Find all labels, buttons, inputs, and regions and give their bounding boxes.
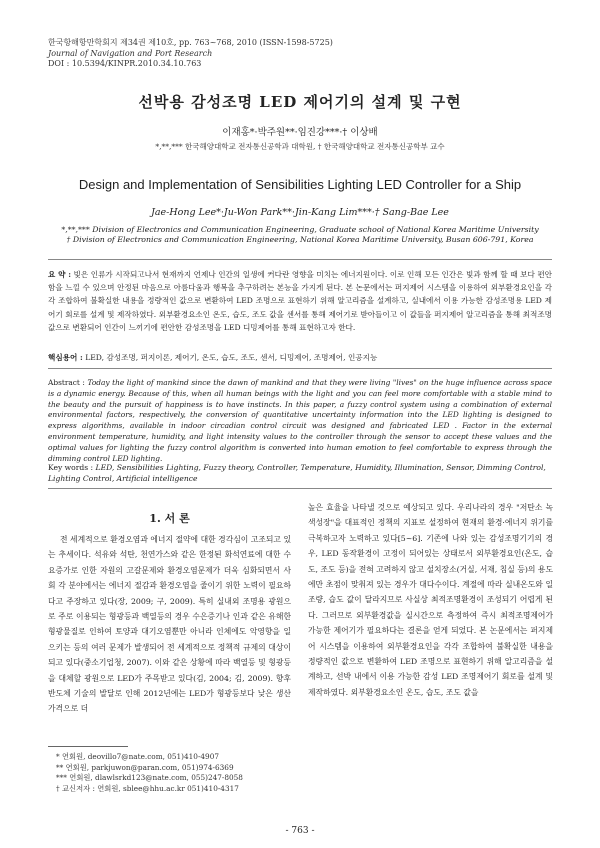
journal-citation: 한국항해항만학회지 제34권 제10호, pp. 763~768, 2010 (ISSN-1598-5725) [48, 38, 333, 47]
english-abstract [48, 378, 552, 464]
journal-header [48, 38, 333, 70]
footnote-rule [48, 746, 128, 747]
footnote: † 교신저자 : 연회원, sblee@hhu.ac.kr 051)410-4317 [56, 783, 239, 793]
korean-abstract-text: 빛은 인류가 시작되고나서 현재까지 언제나 인간의 일생에 커다란 영향을 미치는 에너지원이다. 이로 인해 모든 인간은 빛과 함께 할 때 보다 편안함을 느낄 수 있으며 안정된 마음으로 아름다움과 행복을 추구하려는 본능을 가지게 된다. 본 논문에서는 퍼지제어 시스템을 이용하여 외부환경요인을 각각 조합하여 불확실한 내용을 정량적인 값으로 변환하여 LED 조명으로 표현하기 위해 알고리즘을 설계하고, 실내에서 이용 가능한 감성조명용 LED 제어기 회로를 설계 및 제작하였다. 외부환경요소인 온도, 습도, 조도 값을 센서를 통해 제어기로 받아들이고 이 값들을 퍼지제어 알고리즘을 통해 최적조명값으로 변환되어 인간이 느끼기에 편안한 감성조명을 LED 디밍제어를 통해 표현하고자 한다. [48, 270, 552, 332]
section-title: 1. 서 론 [149, 512, 190, 525]
korean-abstract [48, 268, 552, 334]
korean-affiliation: *,**,*** 한국해양대학교 전자통신공학과 대학원, † 한국해양대학교 전자통신공학부 교수 [155, 142, 445, 151]
doi: DOI : 10.5394/KINPR.2010.34.10.763 [48, 59, 202, 68]
english-abstract-text: Today the light of mankind since the dawn of mankind and that they were living "lives" on the huge influence across space is a dynamic energy. Because of this, when all human beings with the light and you can feel more comfortable with a stable mind to the beauty and the pursuit of happiness is to have instincts. In this paper, a fuzzy control system using a combination of external environmental factors, respectively, the conversion of quantitative uncertainty information into the LED lighting is designed to express algorithms, available in indoor circadian control circuit was designed and fabricated LED . Factor in the external environment temperature, humidity, and light intensity values to the controller through the sensor to accept these values and the optimal values for lighting the fuzzy control algorithm is converted into human emotion to feel comfortable to express through the dimming control LED lighting. [48, 378, 553, 463]
korean-abstract-label: 요 약 : [48, 270, 71, 279]
english-affiliation-line2: † Division of Electronics and Communication Engineering, National Korea Maritime University, Busan 606-791, Korea [66, 235, 534, 244]
english-title: Design and Implementation of Sensibilities Lighting LED Controller for a Ship [78, 177, 522, 192]
abstract-middle-rule [48, 368, 552, 369]
footnote: * 연회원, deovillo7@nate.com, 051)410-4907 [56, 752, 219, 761]
korean-authors: 이재홍*·박주원**·임진강***·† 이상배 [222, 127, 378, 138]
footnotes [56, 752, 243, 794]
english-abstract-label: Abstract : [48, 378, 85, 387]
english-keywords [48, 462, 552, 484]
english-affiliation-line1: *,**,*** Division of Electronics and Communication Engineering, Graduate school of National Korea Maritime University [61, 225, 539, 234]
abstract-top-rule [48, 259, 552, 260]
body-right-text: 높은 효율을 나타낼 것으로 예상되고 있다. 우리나라의 경우 "저탄소 녹색성장"을 대표적인 정책의 지표로 설정하여 현재의 환경·에너지 위기를 극복하고자 노력하고 있다[5~6]. 기존에 나와 있는 감성조명기기의 경우, LED 동작환경이 고정이 되어있는 상태로서 외부환경요인(온도, 습도, 조도 등)을 전혀 고려하지 않고 설치장소(거실, 서재, 침실 등)의 용도에만 초점이 맞춰져 있는 경우가 대다수이다. 계절에 따라 실내온도와 일조량, 습도 값이 달라지므로 사실상 최적조명환경이 조성되기 어렵게 된다. 그러므로 외부환경값을 실시간으로 측정하여 즉시 최적조명제어가 가능한 제어기가 필요하다는 결론을 얻게 되었다. 본 논문에서는 퍼지제어 시스템을 이용하여 외부환경요인을 각각 조합하여 불확실한 내용을 정량적인 값으로 변환하여 LED 조명으로 표현하기 위해 알고리즘을 설계하고, 선박 내에서 이용 가능한 감성 LED 조명제어기 회로를 설계 및 제작하였다. 외부환경요소인 온도, 습도, 조도 값을 [308, 503, 553, 697]
footnote: ** 연회원, parkjuwon@paran.com, 051)974-6369 [56, 762, 234, 772]
body-left-column: 전 세계적으로 환경오염과 에너지 절약에 대한 경각심이 고조되고 있는 추세이다. 석유와 석탄, 천연가스와 같은 한정된 화석연료에 대한 수요증가로 인한 자원의 고갈문제와 환경오염문제가 더욱 심화되면서 사회 각 분야에서는 에너지 절감과 환경오염을 줄이기 위한 노력이 필요하다고 주장하고 있다(장, 2009; 구, 2009). 특히 실내외 조명용 광원으로 주로 이용되는 형광등과 백열등의 경우 수은증기나 인과 같은 유해한 형광물질로 인하여 토양과 대기오염뿐만 아니라 인체에도 악영향을 일으키는 등의 여러 문제가 발생되어 전 세계적으로 정책적 규제의 대상이 되고 있다(중소기업청, 2007). 이와 같은 상황에 따라 백열등 및 형광등을 대체할 광원으로 LED가 주목받고 있다(김, 2004; 김, 2009). 향후 반도체 기술의 발달로 인해 2012년에는 LED가 형광등보다 낮은 생산가격으로 더 [48, 535, 291, 714]
english-authors: Jae-Hong Lee*·Ju-Won Park**·Jin-Kang Lim***·† Sang-Bae Lee [151, 207, 449, 218]
korean-title: 선박용 감성조명 LED 제어기의 설계 및 구현 [138, 93, 462, 111]
english-keywords-text: LED, Sensibilities Lighting, Fuzzy theory, Controller, Temperature, Humidity, Illumination, Sensor, Dimming Control, Lighting Control, Artificial intelligence [48, 463, 546, 483]
korean-keywords [48, 352, 552, 363]
abstract-bottom-rule [48, 488, 552, 489]
journal-name: Journal of Navigation and Port Research [48, 48, 213, 58]
korean-keywords-label: 핵심용어 : [48, 353, 83, 362]
footnote: *** 연회원, dlawlsrkd123@nate.com, 055)247-8058 [56, 773, 243, 783]
english-affiliation [60, 225, 540, 245]
page-number: - 763 - [285, 826, 315, 836]
english-keywords-label: Key words : [48, 463, 94, 472]
body-right-column [308, 500, 553, 700]
korean-keywords-text: LED, 감성조명, 퍼지이론, 제어기, 온도, 습도, 조도, 센서, 디밍제어, 조명제어, 인공지능 [85, 353, 378, 362]
